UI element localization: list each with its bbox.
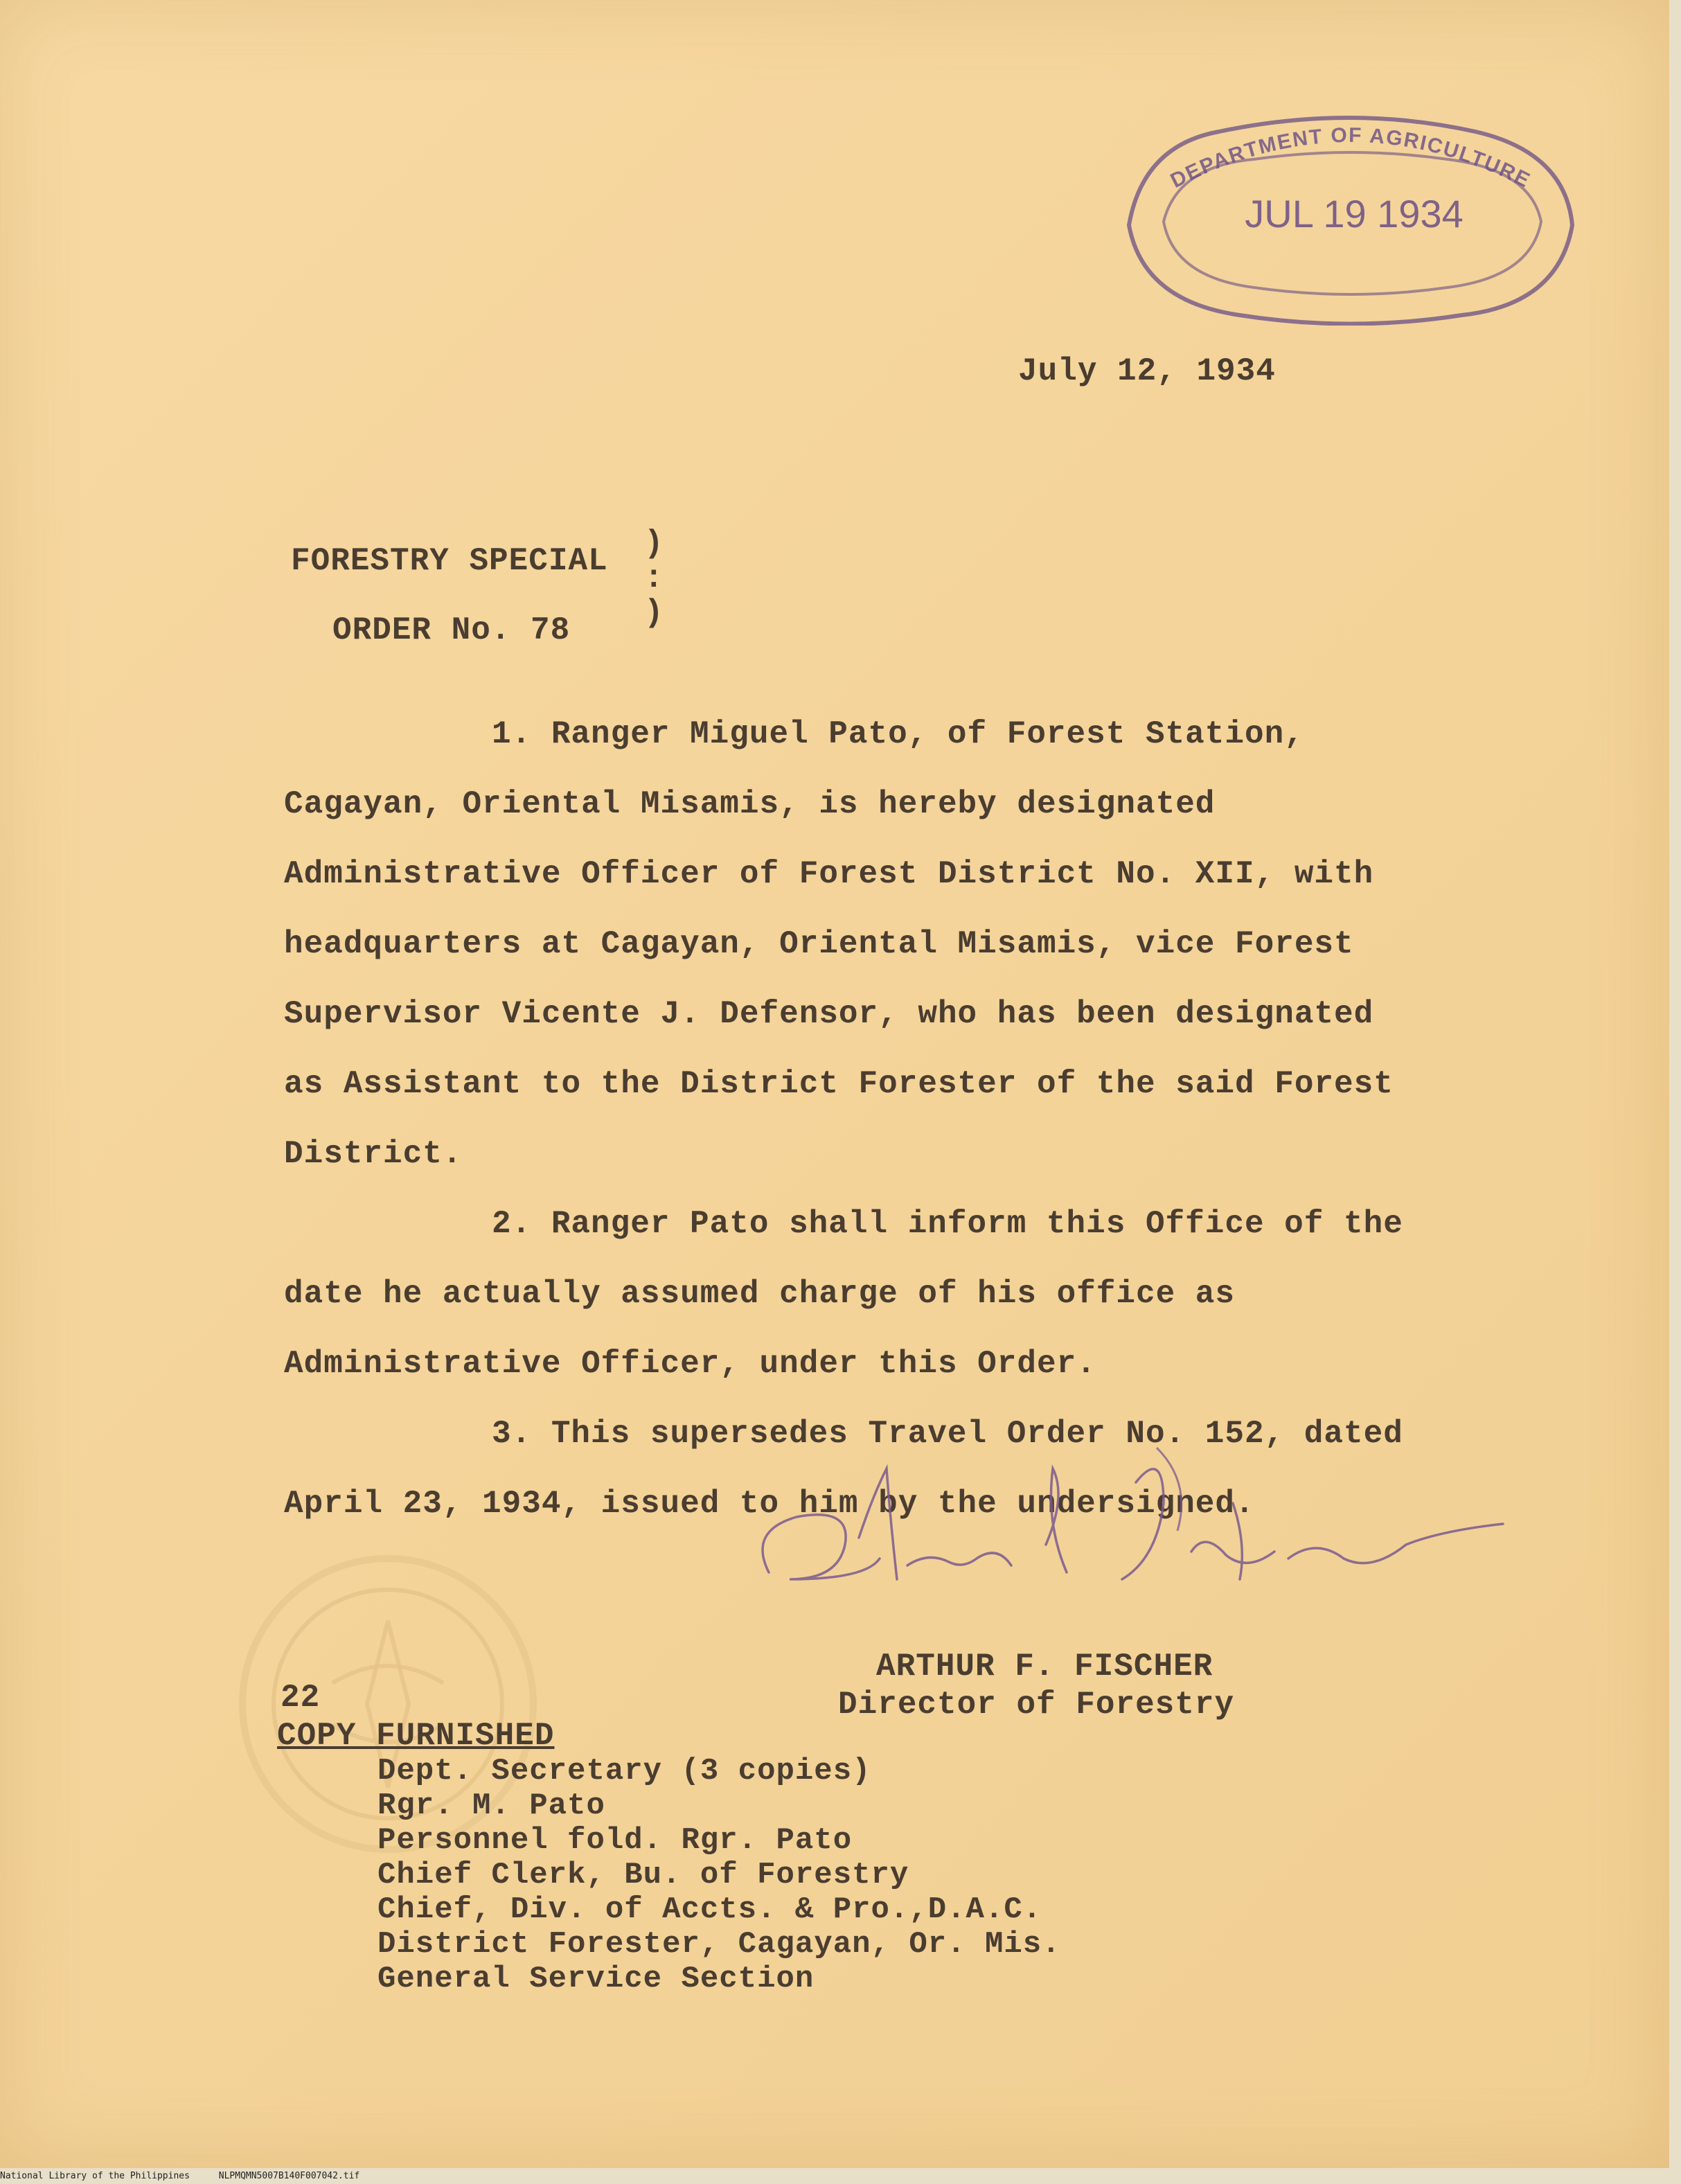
scan-footer bbox=[0, 2171, 383, 2181]
file-name: NLPMQMN5007B140F007042.tif bbox=[218, 2171, 360, 2181]
library-credit: National Library of the Philippines bbox=[0, 2171, 190, 2181]
paragraph-1: 1. Ranger Miguel Pato, of Forest Station, Cagayan, Oriental Misamis, is hereby designated Administrative Officer of Forest District No. XII, with headquarters at Cagayan, Oriental Misamis, vice Forest Supervisor Vicente J. Defensor, who has been designated as Assistant to the District Forester of the said Forest District. bbox=[284, 716, 1394, 1172]
list-item: General Service Section bbox=[377, 1962, 815, 1996]
brace-top: ) bbox=[644, 526, 664, 562]
order-heading bbox=[291, 526, 664, 665]
stamp-agency-text: DEPARTMENT OF AGRICULTURE bbox=[1166, 123, 1535, 193]
list-item: Rgr. M. Pato bbox=[377, 1788, 605, 1823]
typist-initials: 22 bbox=[281, 1680, 321, 1716]
letter-date: July 12, 1934 bbox=[1018, 353, 1276, 389]
order-title-line-1: FORESTRY SPECIAL bbox=[291, 543, 608, 579]
brace-bottom: ) bbox=[644, 595, 664, 631]
list-item: Chief Clerk, Bu. of Forestry bbox=[377, 1858, 909, 1892]
list-item: District Forester, Cagayan, Or. Mis. bbox=[377, 1927, 1061, 1962]
received-stamp-graphic bbox=[1115, 104, 1586, 326]
paragraph-3: 3. This supersedes Travel Order No. 152, dated April 23, 1934, issued to him by the undersigned. bbox=[284, 1416, 1403, 1522]
list-item: Personnel fold. Rgr. Pato bbox=[377, 1823, 853, 1858]
order-brace bbox=[644, 526, 664, 630]
order-body bbox=[284, 700, 1406, 1539]
paragraph-2: 2. Ranger Pato shall inform this Office of the date he actually assumed charge of his office as Administrative Officer, under this Order. bbox=[284, 1206, 1403, 1382]
stamp-date-text: JUL 19 1934 bbox=[1245, 192, 1464, 236]
signatory-name: ARTHUR F. FISCHER bbox=[876, 1649, 1213, 1685]
signature-graphic bbox=[748, 1441, 1524, 1649]
list-item: Dept. Secretary (3 copies) bbox=[377, 1754, 871, 1788]
order-title-line-2: ORDER No. 78 bbox=[332, 612, 571, 648]
list-item: Chief, Div. of Accts. & Pro.,D.A.C. bbox=[377, 1892, 1042, 1927]
signatory-title: Director of Forestry bbox=[838, 1687, 1235, 1723]
copy-furnished-list bbox=[377, 1754, 1061, 1996]
copy-furnished-heading: COPY FURNISHED bbox=[277, 1718, 555, 1754]
received-stamp bbox=[1115, 104, 1586, 326]
handwritten-signature bbox=[748, 1441, 1524, 1649]
brace-middle: : bbox=[644, 560, 664, 596]
